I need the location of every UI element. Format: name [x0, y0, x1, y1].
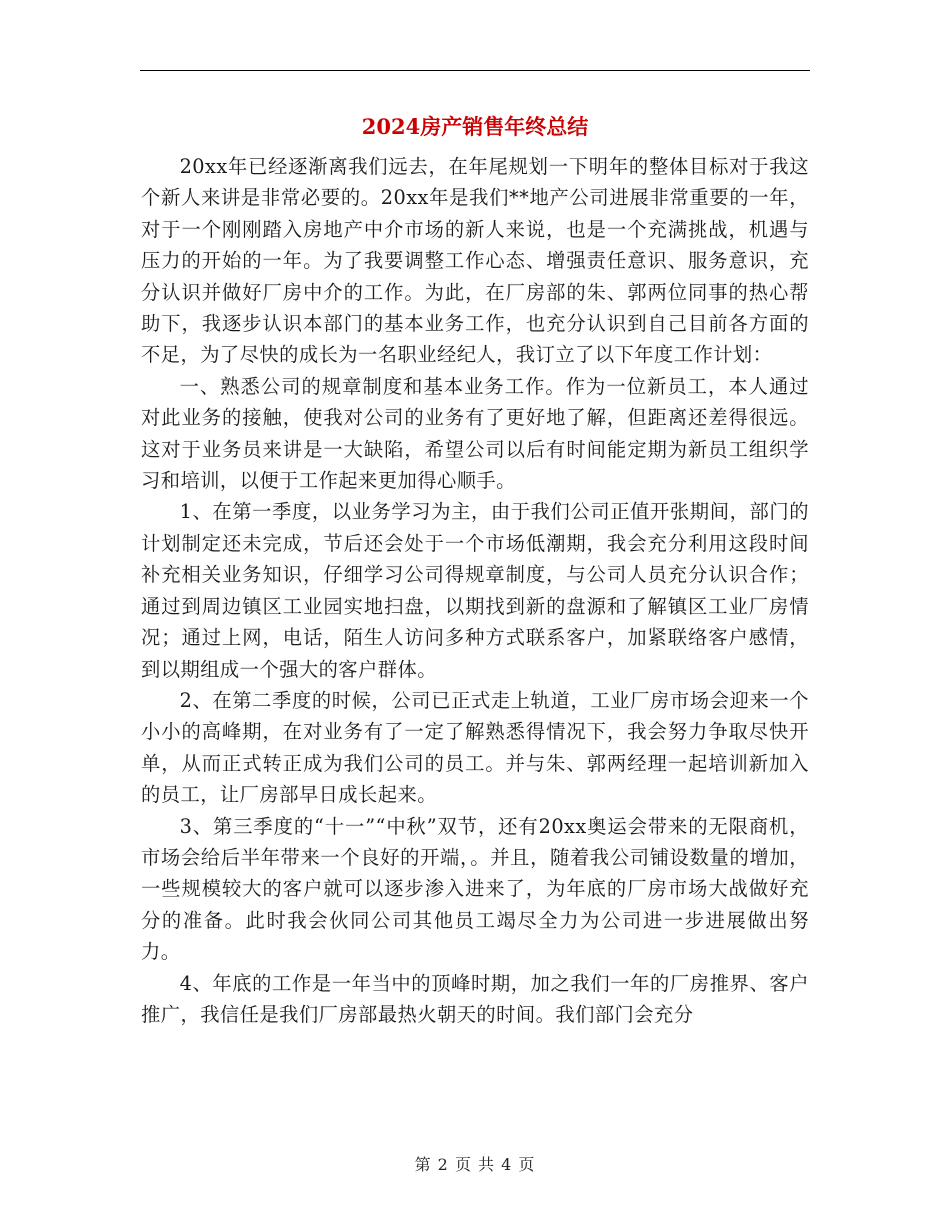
page-number-footer: 第 2 页 共 4 页 — [414, 1155, 536, 1174]
document-title: 2024房产销售年终总结 — [361, 114, 589, 139]
paragraph-q2-plan: 2、在第二季度的时候，公司已正式走上轨道，工业厂房市场会迎来一个小小的高峰期，在对业务有了一定了解熟悉得情况下，我会努力争取尽快开单，从而正式转正成为我们公司的员工。并与朱、郭两经理一起培训新加入的员工，让厂房部早日成长起来。 — [141, 688, 809, 807]
paragraph-q1-plan: 1、在第一季度，以业务学习为主，由于我们公司正值开张期间，部门的计划制定还未完成，节后还会处于一个市场低潮期，我会充分利用这段时间补充相关业务知识，仔细学习公司得规章制度，与公司人员充分认识合作；通过到周边镇区工业园实地扫盘，以期找到新的盘源和了解镇区工业厂房情况；通过上网，电话，陌生人访问多种方式联系客户，加紧联络客户感情，到以期组成一个强大的客户群体。 — [141, 500, 809, 681]
document-body — [141, 151, 809, 1030]
paragraph-q4-plan: 4、年底的工作是一年当中的顶峰时期，加之我们一年的厂房推界、客户推广，我信任是我们厂房部最热火朝天的时间。我们部门会充分 — [141, 971, 809, 1026]
paragraph-intro: 20xx年已经逐渐离我们远去，在年尾规划一下明年的整体目标对于我这个新人来讲是非常必要的。20xx年是我们**地产公司进展非常重要的一年，对于一个刚刚踏入房地产中介市场的新人来说，也是一个充满挑战，机遇与压力的开始的一年。为了我要调整工作心态、增强责任意识、服务意识，充分认识并做好厂房中介的工作。为此，在厂房部的朱、郭两位同事的热心帮助下，我逐步认识本部门的基本业务工作，也充分认识到自己目前各方面的不足，为了尽快的成长为一名职业经纪人，我订立了以下年度工作计划： — [141, 155, 809, 367]
header-rule — [140, 70, 810, 71]
paragraph-section-one: 一、熟悉公司的规章制度和基本业务工作。作为一位新员工，本人通过对此业务的接触，使我对公司的业务有了更好地了解，但距离还差得很远。这对于业务员来讲是一大缺陷，希望公司以后有时间能定期为新员工组织学习和培训，以便于工作起来更加得心顺手。 — [141, 374, 809, 493]
paragraph-q3-plan: 3、第三季度的“十一”“中秋”双节，还有20xx奥运会带来的无限商机，市场会给后半年带来一个良好的开端，。并且，随着我公司铺设数量的增加，一些规模较大的客户就可以逐步渗入进来了，为年底的厂房市场大战做好充分的准备。此时我会伙同公司其他员工竭尽全力为公司进一步进展做出努力。 — [141, 814, 809, 964]
